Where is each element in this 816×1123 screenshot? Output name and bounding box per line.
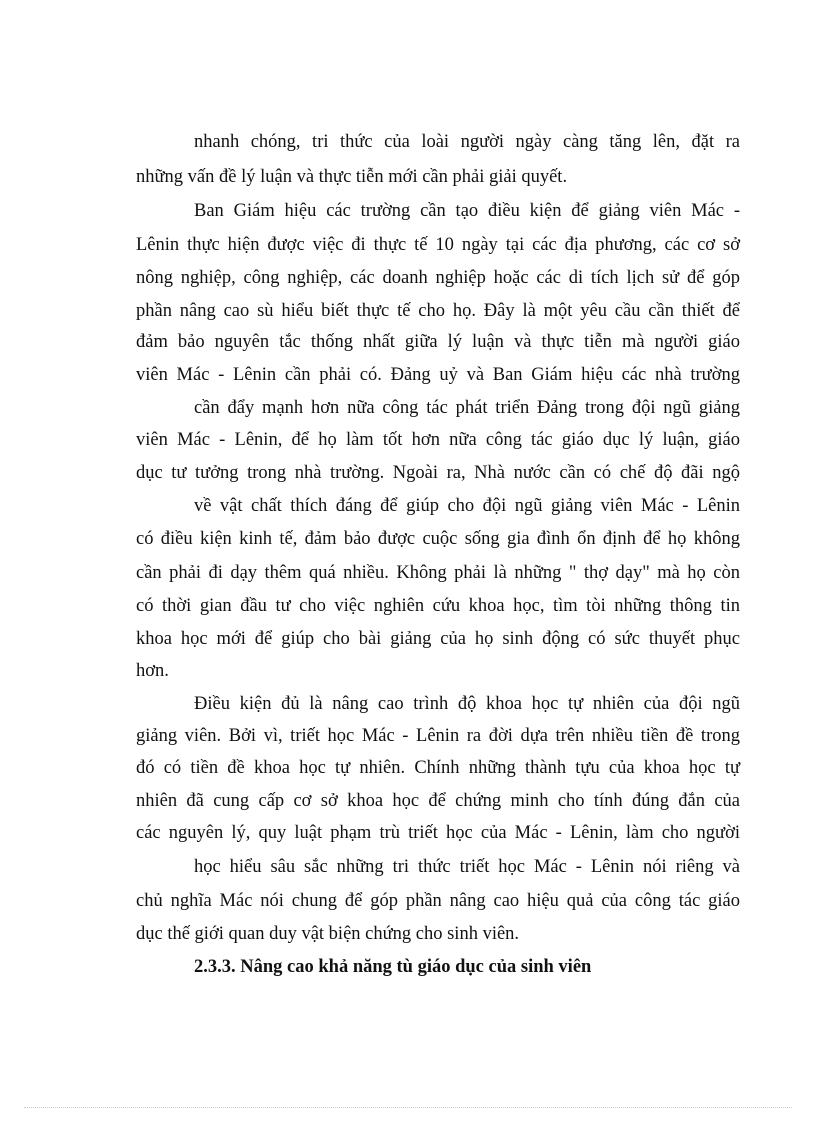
- body-line-9: cần đẩy mạnh hơn nữa công tác phát triển Đảng trong đội ngũ giảng: [194, 398, 740, 418]
- body-line-4: Lênin thực hiện được việc đi thực tế 10 ngày tại các địa phương, các cơ sở: [136, 235, 740, 255]
- body-line-20: đó có tiền đề khoa học tự nhiên. Chính những thành tựu của khoa học tự: [136, 758, 740, 778]
- body-line-19: giảng viên. Bởi vì, triết học Mác - Lênin ra đời dựa trên nhiều tiền đề trong: [136, 726, 740, 746]
- body-line-25: dục thế giới quan duy vật biện chứng cho sinh viên.: [136, 924, 520, 944]
- body-line-23: học hiểu sâu sắc những tri thức triết học Mác - Lênin nói riêng và: [194, 857, 740, 877]
- body-line-15: có thời gian đầu tư cho việc nghiên cứu khoa học, tìm tòi những thông tin: [136, 596, 740, 616]
- body-line-11: dục tư tưởng trong nhà trường. Ngoài ra, Nhà nước cần có chế độ đãi ngộ: [136, 463, 740, 483]
- body-line-16: khoa học mới để giúp cho bài giảng của họ sinh động có sức thuyết phục: [136, 629, 740, 649]
- body-line-3: Ban Giám hiệu các trường cần tạo điều kiện để giảng viên Mác -: [194, 201, 740, 221]
- section-heading: 2.3.3. Nâng cao khả năng tù giáo dục của sinh viên: [194, 957, 592, 977]
- body-line-7: đảm bảo nguyên tắc thống nhất giữa lý luận và thực tiễn mà người giáo: [136, 332, 740, 352]
- body-line-21: nhiên đã cung cấp cơ sở khoa học để chứng minh cho tính đúng đắn của: [136, 791, 740, 811]
- body-line-13: có điều kiện kinh tế, đảm bảo được cuộc sống gia đình ổn định để họ không: [136, 529, 740, 549]
- body-line-24: chủ nghĩa Mác nói chung để góp phần nâng cao hiệu quả của công tác giáo: [136, 891, 740, 911]
- body-line-14: cần phải đi dạy thêm quá nhiều. Không phải là những " thợ dạy" mà họ còn: [136, 563, 740, 583]
- body-line-22: các nguyên lý, quy luật phạm trù triết học của Mác - Lênin, làm cho người: [136, 823, 740, 843]
- body-line-10: viên Mác - Lênin, để họ làm tốt hơn nữa công tác giáo dục lý luận, giáo: [136, 430, 740, 450]
- body-line-1: nhanh chóng, tri thức của loài người ngày càng tăng lên, đặt ra: [194, 132, 740, 152]
- body-line-18: Điều kiện đủ là nâng cao trình độ khoa học tự nhiên của đội ngũ: [194, 694, 740, 714]
- body-line-17: hơn.: [136, 661, 169, 681]
- body-line-12: về vật chất thích đáng để giúp cho đội ngũ giảng viên Mác - Lênin: [194, 496, 740, 516]
- footer-divider: [24, 1107, 792, 1108]
- body-line-6: phần nâng cao sù hiểu biết thực tế cho họ. Đây là một yêu cầu cần thiết để: [136, 301, 740, 321]
- body-line-2: những vấn đề lý luận và thực tiễn mới cần phải giải quyết.: [136, 167, 568, 187]
- body-line-8: viên Mác - Lênin cần phải có. Đảng uỷ và Ban Giám hiệu các nhà trường: [136, 365, 740, 385]
- body-line-5: nông nghiệp, công nghiệp, các doanh nghiệp hoặc các di tích lịch sử để góp: [136, 268, 740, 288]
